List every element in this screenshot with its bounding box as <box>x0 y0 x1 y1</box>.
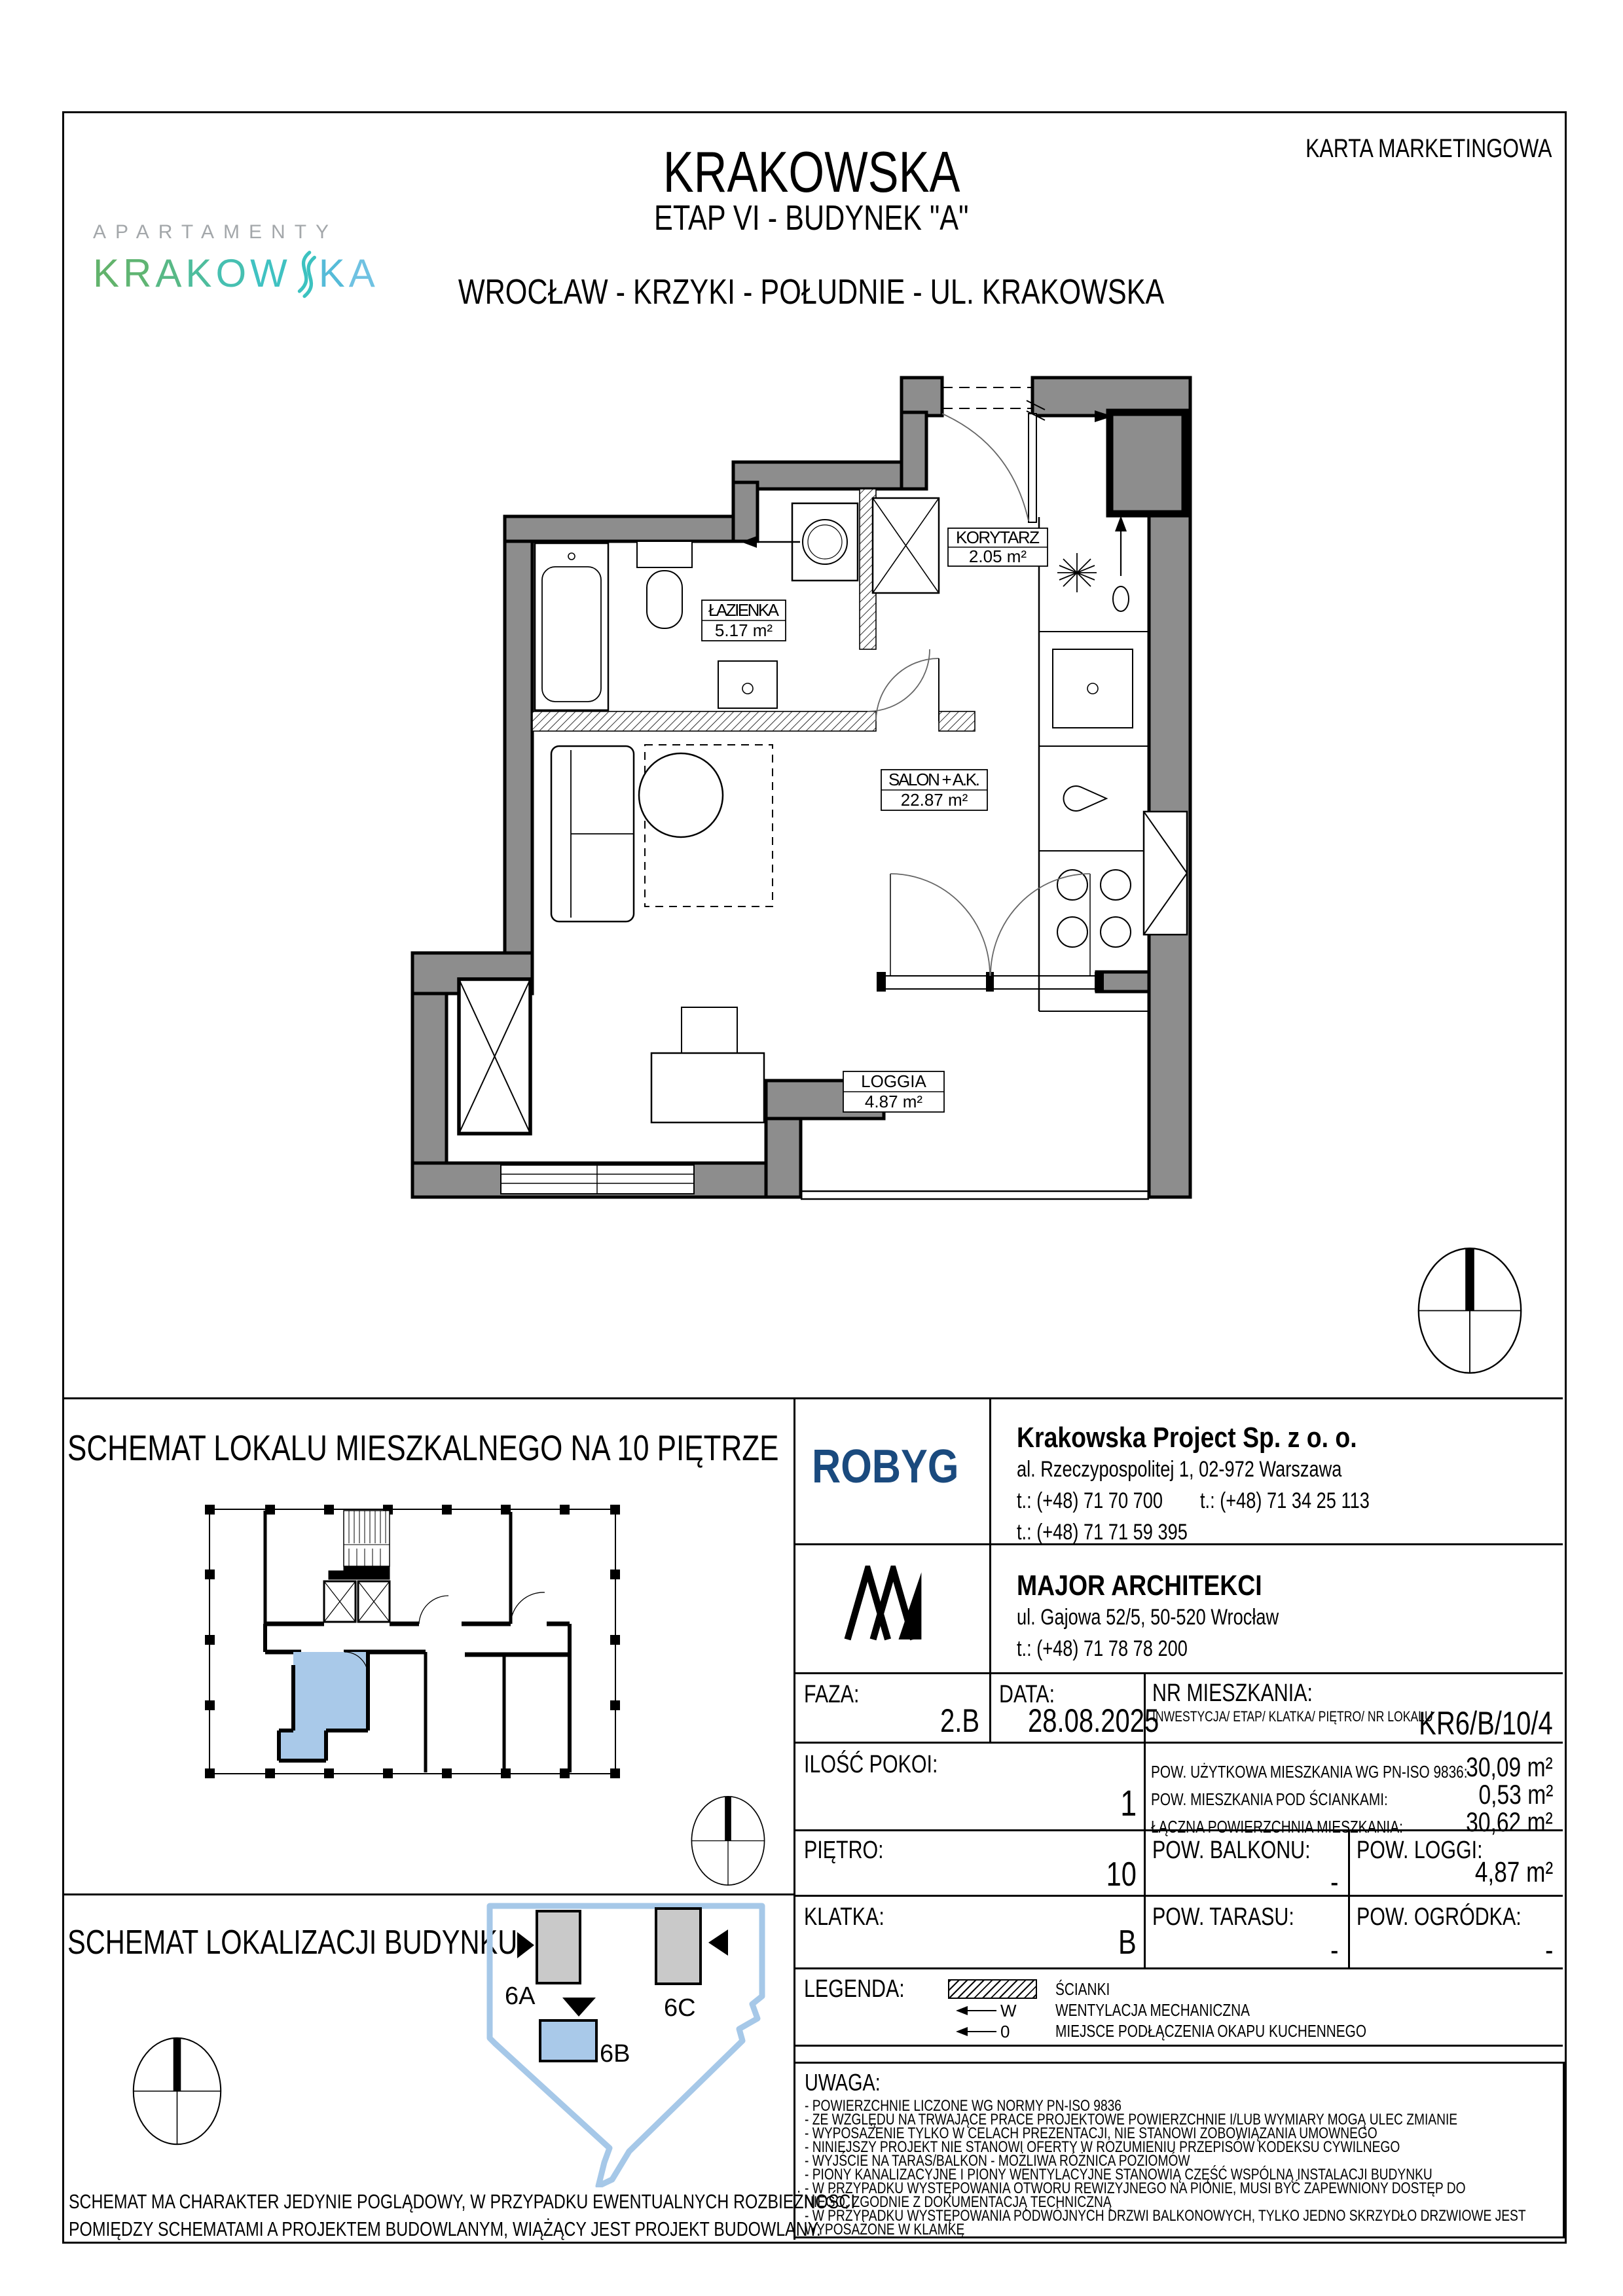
floor-schematic <box>203 1504 622 1779</box>
room-label-lazienka <box>702 600 786 641</box>
location-compass-icon <box>130 2026 225 2157</box>
schematic-compass-icon <box>682 1793 774 1888</box>
nr-mieszkania-sublabel: INWESTYCJA/ ETAP/ KLATKA/ PIĘTRO/ NR LOKALU <box>1152 1708 1433 1725</box>
area-total-label: ŁĄCZNA POWIERZCHNIA MIESZKANIA: <box>1151 1817 1403 1837</box>
location-footnote-line1: SCHEMAT MA CHARAKTER JEDYNIE POGLĄDOWY, W PRZYPADKU EWENTUALNYCH ROZBIEŻNOŚCI <box>69 2190 856 2213</box>
uwaga-note: WYPOSAŻONE W KLAMKĘ <box>805 2221 965 2238</box>
uwaga-note: - WYJŚCIE NA TARAS/BALKON - MOŻLIWA RÓŻNICA POZIOMÓW <box>805 2152 1190 2170</box>
logo-letter: A <box>155 251 186 295</box>
staircase-value: B <box>1118 1924 1137 1962</box>
card-type-label: KARTA MARKETINGOWA <box>1305 134 1552 163</box>
architect-phone: t.: (+48) 71 78 78 200 <box>1017 1636 1188 1661</box>
uwaga-title: UWAGA: <box>805 2069 881 2096</box>
location-footnote-line2: POMIĘDZY SCHEMATAMI A PROJEKTEM BUDOWLANYM, WIĄŻĄCY JEST PROJEKT BUDOWLANY. <box>69 2217 821 2240</box>
building-6c-label: 6C <box>664 1994 696 2022</box>
south-windows <box>501 1165 694 1194</box>
kitchen-shaft <box>1110 412 1185 514</box>
grid-line <box>793 1967 1563 1969</box>
uwaga-box <box>793 2062 1565 2238</box>
legend-vent-label: WENTYLACJA MECHANICZNA <box>1055 2000 1250 2020</box>
area-underwalls-value: 0,53 m² <box>1478 1779 1553 1810</box>
room-label-korytarz <box>948 528 1048 566</box>
balcony-label: POW. BALKONU: <box>1152 1837 1311 1864</box>
area-total-value: 30,62 m² <box>1466 1806 1553 1837</box>
stove-burners <box>1057 870 1131 947</box>
staircase-label: KLATKA: <box>804 1903 884 1931</box>
garden-label: POW. OGRÓDKA: <box>1357 1903 1522 1931</box>
major-architekci-logo <box>830 1566 941 1643</box>
desk <box>651 1007 764 1122</box>
grid-line <box>989 1397 991 1742</box>
svg-text:22.87 m²: 22.87 m² <box>900 790 968 810</box>
building-6b-entry-icon <box>562 1998 596 2017</box>
svg-text:KORYTARZ: KORYTARZ <box>956 528 1040 547</box>
loggia-area-value: 4,87 m² <box>1474 1856 1553 1888</box>
developer-phone3: t.: (+48) 71 71 59 395 <box>1017 1520 1188 1545</box>
grid-line <box>793 1895 1563 1897</box>
staircase <box>329 1511 390 1579</box>
wall-hatch-icon <box>948 1979 1037 1999</box>
unit-schematic-title: SCHEMAT LOKALU MIESZKALNEGO NA 10 PIĘTRZE <box>67 1427 779 1468</box>
building-6a <box>537 1911 580 1983</box>
building-6c-entry-icon <box>708 1929 728 1956</box>
terrace-value: - <box>1330 1933 1338 1967</box>
nr-mieszkania-label: NR MIESZKANIA: <box>1152 1679 1313 1707</box>
area-usable-value: 30,09 m² <box>1466 1751 1553 1782</box>
location-schematic-title: SCHEMAT LOKALIZACJI BUDYNKU <box>67 1924 518 1962</box>
nr-mieszkania-value: KR6/B/10/4 <box>1419 1705 1553 1742</box>
elevators <box>324 1581 390 1622</box>
legend-wall-label: ŚCIANKI <box>1055 1979 1110 1999</box>
ventilation-shaft <box>873 498 939 593</box>
svg-text:ŁAZIENKA: ŁAZIENKA <box>708 600 779 620</box>
logo-letter: K <box>93 251 124 295</box>
round-table <box>639 753 723 837</box>
pillars <box>205 1505 620 1778</box>
project-title: KRAKOWSKA <box>663 139 960 204</box>
kitchen-sink <box>1053 649 1133 728</box>
wardrobe <box>1144 812 1187 935</box>
rooms-count-label: ILOŚĆ POKOI: <box>804 1751 938 1778</box>
grid-line <box>793 1672 1563 1674</box>
svg-text:0: 0 <box>1000 2022 1010 2041</box>
building-6a-label: 6A <box>505 1982 536 2010</box>
balcony-value: - <box>1330 1865 1338 1899</box>
area-usable-label: POW. UŻYTKOWA MIESZKANIA WG PN-ISO 9836: <box>1151 1762 1468 1782</box>
divider <box>62 1397 1563 1399</box>
uwaga-note: NIEGO, ZGODNIE Z DOKUMENTACJĄ TECHNICZNĄ <box>805 2193 1112 2211</box>
uwaga-note: - W PRZYPADKU WYSTĘPOWANIA PODWÓJNYCH DRZWI BALKONOWYCH, TYLKO JEDNO SKRZYDŁO DRZWIOWE JEST <box>805 2207 1526 2225</box>
data-label: DATA: <box>999 1681 1055 1708</box>
legend-title: LEGENDA: <box>804 1975 905 2003</box>
developer-name: Krakowska Project Sp. z o. o. <box>1017 1422 1357 1454</box>
data-value: 28.08.2025 <box>1028 1702 1159 1739</box>
faza-value: 2.B <box>939 1702 979 1739</box>
terrace-label: POW. TARASU: <box>1152 1903 1294 1931</box>
logo-letter: O <box>215 251 251 295</box>
brand-logo-top: APARTAMENTY <box>93 221 338 243</box>
divider <box>62 1893 793 1895</box>
bathroom-door-arc <box>876 658 939 721</box>
developer-address: al. Rzeczypospolitej 1, 02-972 Warszawa <box>1017 1457 1342 1482</box>
loggia-area-label: POW. LOGGI: <box>1357 1837 1483 1864</box>
bathroom-sink <box>718 661 777 708</box>
floor-label: PIĘTRO: <box>804 1837 884 1864</box>
uwaga-note: - NINIEJSZY PROJEKT NIE STANOWI OFERTY W ROZUMIENIU PRZEPISÓW KODEKSU CYWILNEGO <box>805 2138 1400 2156</box>
faza-label: FAZA: <box>804 1681 860 1708</box>
developer-phone1: t.: (+48) 71 70 700 <box>1017 1488 1163 1513</box>
svg-text:4.87 m²: 4.87 m² <box>864 1092 923 1111</box>
vent-arrow-icon <box>956 2001 1028 2020</box>
uwaga-note: - POWIERZCHNIE LICZONE WG NORMY PN-ISO 9836 <box>805 2097 1122 2115</box>
hall-door-arc <box>867 649 930 711</box>
hood-arrow-icon <box>956 2022 1028 2041</box>
svg-text:SALON + A.K.: SALON + A.K. <box>888 770 980 789</box>
rooms-count-value: 1 <box>1120 1782 1137 1823</box>
uwaga-note: - WYPOSAŻENIE TYLKO W CELACH PREZENTACJI, NIE STANOWI ZOBOWIĄZANIA UMOWNEGO <box>805 2125 1377 2142</box>
architect-name: MAJOR ARCHITEKCI <box>1017 1570 1262 1602</box>
garden-value: - <box>1544 1933 1553 1967</box>
developer-phone2: t.: (+48) 71 34 25 113 <box>1200 1488 1370 1513</box>
faucet-icon <box>1064 786 1106 811</box>
logo-letter: R <box>123 251 156 295</box>
building-6c <box>656 1909 701 1984</box>
logo-letter: W <box>250 251 291 295</box>
floor-value: 10 <box>1106 1856 1137 1893</box>
apartment-floor-plan <box>367 353 1218 1237</box>
svg-text:5.17 m²: 5.17 m² <box>714 620 773 640</box>
robyg-logo: ROBYG <box>812 1441 959 1493</box>
grid-line <box>793 2045 1563 2047</box>
uwaga-notes <box>805 2099 1563 2236</box>
north-compass-icon <box>1414 1244 1525 1378</box>
washing-machine <box>792 503 858 581</box>
svg-text:LOGGIA: LOGGIA <box>861 1071 926 1091</box>
svg-text:W: W <box>1000 2001 1017 2020</box>
loggia-railing <box>801 1191 1149 1199</box>
project-stage: ETAP VI - BUDYNEK "A" <box>654 198 969 238</box>
exterior-shaft <box>459 979 530 1134</box>
hood-connection-icon <box>1057 516 1129 611</box>
toilet <box>637 541 692 628</box>
building-6b-label: 6B <box>600 2040 630 2068</box>
bathtub <box>535 543 608 710</box>
project-location: WROCŁAW - KRZYKI - POŁUDNIE - UL. KRAKOWSKA <box>458 272 1165 312</box>
logo-letter: A <box>348 251 379 295</box>
french-doors <box>877 874 1104 992</box>
area-underwalls-label: POW. MIESZKANIA POD ŚCIANKAMI: <box>1151 1789 1388 1809</box>
uwaga-note: - W PRZYPADKU WYSTĘPOWANIA OTWORU REWIZYJNEGO NA PIONIE, MUSI BYĆ ZAPEWNIONY DOSTĘP DO <box>805 2179 1466 2197</box>
sofa <box>551 746 634 922</box>
logo-letter: K <box>185 251 216 295</box>
kitchen-counter <box>1039 517 1149 1011</box>
building-6a-entry-icon <box>517 1932 534 1958</box>
svg-text:2.05 m²: 2.05 m² <box>968 547 1027 566</box>
logo-letter: K <box>318 251 349 295</box>
legend-hood-label: MIEJSCE PODŁĄCZENIA OKAPU KUCHENNEGO <box>1055 2021 1367 2041</box>
architect-address: ul. Gajowa 52/5, 50-520 Wrocław <box>1017 1605 1279 1630</box>
room-label-loggia <box>843 1071 944 1112</box>
site-plan <box>470 1899 790 2187</box>
building-6b <box>540 2020 596 2061</box>
room-label-salon <box>881 770 987 810</box>
uwaga-note: - PIONY KANALIZACYJNE I PIONY WENTYLACYJNE STANOWIĄ CZĘŚĆ WSPÓLNĄ INSTALACJI BUDYNKU <box>805 2166 1432 2183</box>
uwaga-note: - ZE WZGLĘDU NA TRWAJĄCE PRACE PROJEKTOWE POWIERZCHNIE I/LUB WYMIARY MOGĄ ULEC ZMIANIE <box>805 2111 1458 2128</box>
